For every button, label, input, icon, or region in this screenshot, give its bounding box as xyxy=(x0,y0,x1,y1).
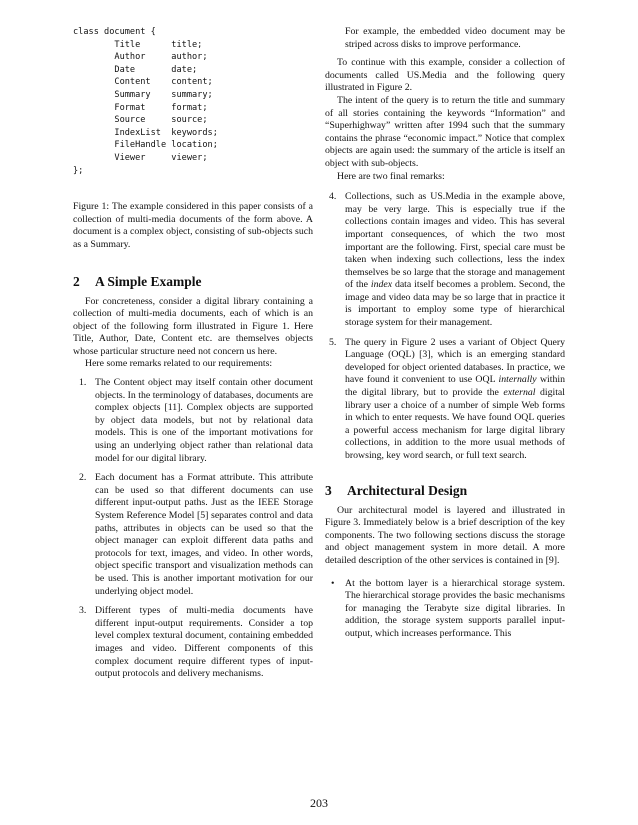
architecture-bullets xyxy=(325,578,565,641)
section-3-heading xyxy=(325,483,565,499)
list-item-text: At the bottom layer is a hierarchical storage system. The hierarchical storage provides the basic mechanisms for managing the Terabyte size digital libraries. In addition, the storage system supports parallel input-output, which increases performance. This xyxy=(345,577,565,639)
list-marker: 2. xyxy=(79,472,87,484)
section-2-paragraph-1: For concreteness, consider a digital library containing a collection of multi-media documents, each of which is an object of the following form illustrated in Figure 1. Here Title, Author, Date, Content etc. are themselves objects whose particular structure need not concern us here. xyxy=(73,295,313,357)
list-item xyxy=(73,605,313,681)
list-marker: 1. xyxy=(79,377,87,389)
list-item xyxy=(325,337,565,463)
bullet-marker: • xyxy=(331,577,335,589)
list-item-text: Different types of multi-media documents have different input-output requirements. Consider a top level complex textural document, containing embedded images and video. Different components of this complex document require different types of input-output protocols and delivery mechanisms. xyxy=(95,605,313,680)
code-line: Date date; xyxy=(73,64,198,75)
requirements-list xyxy=(73,377,313,681)
emphasis-index: index xyxy=(370,279,393,291)
code-line: Summary summary; xyxy=(73,89,213,100)
paragraph-us-media: To continue with this example, consider a collection of documents called US.Media and the following query illustrated in Figure 2. xyxy=(325,57,565,94)
section-3-title: Architectural Design xyxy=(347,482,468,498)
section-3-paragraph-1: Our architectural model is layered and illustrated in Figure 3. Immediately below is a brief description of the key components. The two following sections discuss the storage and object management system in more detail. A more detailed description of the other services is contained in [9]. xyxy=(325,504,565,566)
final-remarks-list xyxy=(325,191,565,462)
list-item-text: The query in Figure 2 uses a variant of Object Query Language (OQL) [3], which is an emerging standard developed for object oriented databases. In practice, we have found it convenient to use OQL xyxy=(345,336,565,386)
section-2-number: 2 xyxy=(73,273,80,289)
code-line: Viewer viewer; xyxy=(73,152,208,163)
emphasis-internally: internally xyxy=(498,374,537,386)
paragraph-query-intent: The intent of the query is to return the title and summary of all stories containing the keywords “Information” and “Superhighway” written after 1994 such that the summary contains the phrase “economic impact.” Notice that complex objects are again used: the summary of the article is itself an object with sub-objects. xyxy=(325,94,565,169)
emphasis-external: external xyxy=(503,387,536,399)
section-2-heading xyxy=(73,274,313,290)
code-line: class document { xyxy=(73,27,156,37)
code-line: }; xyxy=(73,165,84,176)
list-item-text: within the digital library, but to provide the xyxy=(345,374,565,399)
code-block xyxy=(73,26,313,177)
list-item xyxy=(73,377,313,465)
code-line: Format format; xyxy=(73,102,208,113)
list-marker: 4. xyxy=(329,191,337,203)
list-item xyxy=(325,191,565,330)
code-line: IndexList keywords; xyxy=(73,127,218,138)
code-line: Author author; xyxy=(73,52,208,63)
list-item-text: The Content object may itself contain other document objects. In the terminology of databases, documents are complex objects [11]. Complex objects are supported by object data models, but not by relational data models. This is one of the important motivations for using an underlying object rather than relational data model for our digital library. xyxy=(95,377,313,464)
list-item xyxy=(325,578,565,641)
code-line: Title title; xyxy=(73,39,203,50)
code-line: Content content; xyxy=(73,77,213,88)
code-line: FileHandle location; xyxy=(73,140,218,151)
list-item-text: Collections, such as US.Media in the example above, may be very large. This is especially true if the collections contain images and video. This has several important consequences, of which the two most important are the following. First, special care must be taken when indexing such collections, less the index themselves be so large that the storage and management of the xyxy=(345,191,565,291)
list-marker: 5. xyxy=(329,336,337,348)
page-number: 203 xyxy=(310,796,328,810)
item-3-continuation: For example, the embedded video document may be striped across disks to improve performance. xyxy=(345,26,565,50)
figure-1-caption: Figure 1: The example considered in this paper consists of a collection of multi-media documents of the form above. A document is a complex object, consisting of sub-objects such as a Summary. xyxy=(73,201,313,250)
section-3-number: 3 xyxy=(325,482,332,498)
list-item-text: data itself becomes a problem. Second, the image and video data may be so large that in practice it is important to employ some type of hierarchical storage system for their management. xyxy=(345,279,566,329)
section-2-title: A Simple Example xyxy=(95,273,202,289)
list-marker: 3. xyxy=(79,605,87,617)
paragraph-final-remarks: Here are two final remarks: xyxy=(337,170,445,182)
code-line: Source source; xyxy=(73,115,208,126)
list-item-text: Each document has a Format attribute. This attribute can be used so that different documents can use different input-output paths. Just as the IEEE Storage System Reference Model [5] separates control and data paths, attributes in objects can be used so that the object manager can exploit different data paths and protocols for text, images, and video. In other words, object specific transport and visualization methods can be used. This is another important motivation for our underlying object model. xyxy=(95,472,313,597)
list-item xyxy=(73,472,313,598)
right-column xyxy=(325,26,565,641)
list-item-text: digital library user a choice of a number of simple Web forms in which to enter requests. We have found OQL queries a powerful access mechanism for large digital library collections, in addition to the more usual methods of browsing, key word search, or full text search. xyxy=(345,387,566,461)
section-2-paragraph-2: Here some remarks related to our requirements: xyxy=(85,358,273,370)
left-column xyxy=(73,26,313,681)
